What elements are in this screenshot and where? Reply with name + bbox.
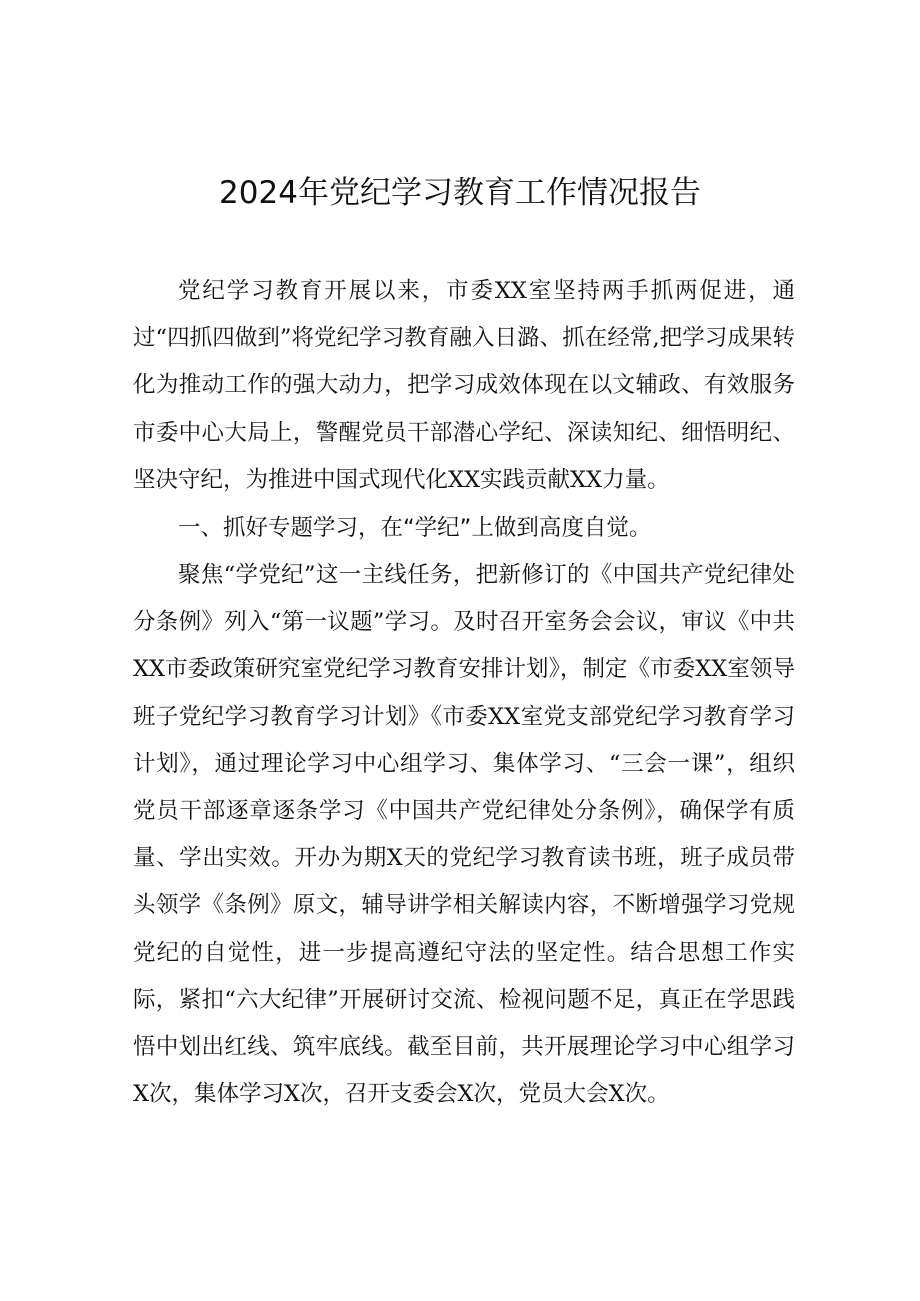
document-title: 2024年党纪学习教育工作情况报告 — [219, 175, 701, 211]
section-paragraph: 聚焦“学党纪”这一主线任务，把新修订的《中国共产党纪律处分条例》列入“第一议题”学习。及时召开室务会会议，审议《中共XX市委政策研究室党纪学习教育安排计划》，制定《市委XX室领导班子党纪学习教育学习计划》《市委XX室党支部党纪学习教育学习计划》，通过理论学习中心组学习、集体学习、“三会一课”，组织党员干部逐章逐条学习《中国共产党纪律处分条例》，确保学有质量、学出实效。开办为期X天的党纪学习教育读书班，班子成员带头领学《条例》原文，辅导讲学相关解读内容，不断增强学习党规党纪的自觉性，进一步提高遵纪守法的坚定性。结合思想工作实际，紧扣“六大纪律”开展研讨交流、检视问题不足，真正在学思践悟中划出红线、筑牢底线。截至目前，共开展理论学习中心组学习X次，集体学习X次，召开支委会X次，党员大会X次。 — [133, 562, 795, 1108]
section-heading: 一、抓好专题学习，在“学纪”上做到高度自觉。 — [178, 515, 652, 541]
intro-paragraph: 党纪学习教育开展以来，市委XX室坚持两手抓两促进，通过“四抓四做到”将党纪学习教育融入日潞、抓在经常,把学习成果转化为推动工作的强大动力，把学习成效体现在以文辅政、有效服务市委中心大局上，警醒党员干部潜心学纪、深读知纪、细悟明纪、坚决守纪，为推进中国式现代化XX实践贡献XX力量。 — [133, 278, 795, 493]
